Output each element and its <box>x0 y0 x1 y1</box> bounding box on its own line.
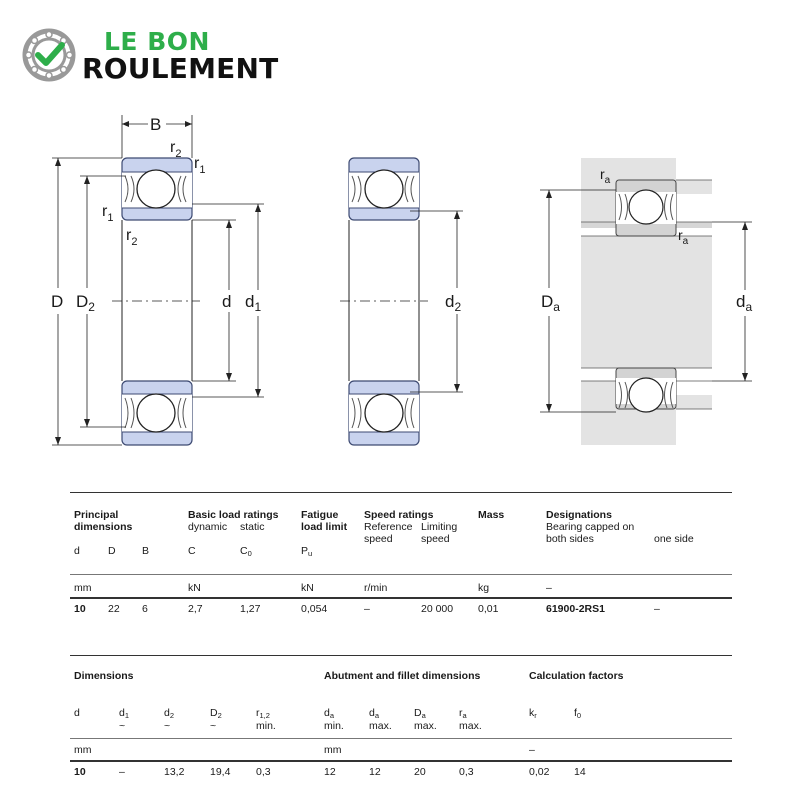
sym2-D2: D2 ~ <box>210 707 222 732</box>
hdr-bearing-capped: Bearing capped on <box>546 521 635 533</box>
svg-text:r1: $r_1$ <box>194 155 206 176</box>
hdr-speed-ref: speed <box>364 533 393 545</box>
table2-row-rule <box>70 760 732 762</box>
bearing-check-icon <box>22 28 78 84</box>
unit-kg: kg <box>478 582 490 594</box>
sym2-d1: d1 ~ <box>119 707 130 732</box>
hdr-speed-ratings: Speed ratings <box>364 509 434 521</box>
hdr-dimensions: dimensions <box>74 521 133 533</box>
designation-link: 61900-2RS1 <box>546 603 605 615</box>
hdr2-abutment: Abutment and fillet dimensions <box>324 670 481 682</box>
svg-text:ra: $r_a$ <box>600 166 611 186</box>
svg-text:da: $d_a$ <box>736 292 753 314</box>
bearing-drawing-mounting <box>540 158 752 445</box>
table1-top-rule <box>70 492 732 493</box>
hdr-basic-load: Basic load ratings <box>188 509 279 521</box>
sym2-d2: d2 ~ <box>164 707 175 732</box>
sym-d: d <box>74 545 80 557</box>
bearing-drawing <box>0 100 800 460</box>
table2-mid-rule <box>70 738 732 739</box>
svg-text:r2: $r_2$ <box>170 139 182 160</box>
unit-kn: kN <box>188 582 201 594</box>
svg-text:Da: $D_a$ <box>541 292 560 314</box>
unit-mm: mm <box>74 582 92 594</box>
hdr-principal: Principal <box>74 509 119 521</box>
hdr2-dimensions: Dimensions <box>74 670 134 682</box>
sym2-da-min: da min. <box>324 707 344 732</box>
sym-C0: C0 <box>240 545 252 558</box>
sym2-d: d <box>74 707 80 719</box>
unit-dash: – <box>546 582 552 594</box>
svg-text:ra: $r_a$ <box>678 227 689 247</box>
unit2-dash: – <box>529 744 535 756</box>
hdr-mass: Mass <box>478 509 505 521</box>
hdr-limiting: Limiting <box>421 521 458 533</box>
hdr-static: static <box>240 521 265 533</box>
unit2-mm: mm <box>74 744 92 756</box>
svg-text:r2: $r_2$ <box>126 227 138 248</box>
label-B: B <box>150 115 162 134</box>
sym2-f0: f0 <box>574 707 582 720</box>
sym2-Da-max: Da max. <box>414 707 437 732</box>
hdr-designations: Designations <box>546 509 612 521</box>
label-D: D <box>51 292 64 311</box>
brand-logo <box>22 26 302 86</box>
unit-kn-pu: kN <box>301 582 314 594</box>
table2-top-rule <box>70 655 732 656</box>
table1-row-rule <box>70 597 732 599</box>
unit-rmin: r/min <box>364 582 388 594</box>
sym-Pu: Pu <box>301 545 313 558</box>
label-d: d <box>222 292 232 311</box>
hdr-dynamic: dynamic <box>188 521 228 533</box>
sym2-ra-max: ra max. <box>459 707 482 732</box>
hdr-fatigue: Fatigue <box>301 509 339 521</box>
brand-line1: LE BON <box>104 27 210 56</box>
svg-text:d1: $d_1$ <box>245 292 262 314</box>
sym-C: C <box>188 545 196 557</box>
hdr-one-side: one side <box>654 533 694 545</box>
hdr2-calc: Calculation factors <box>529 670 624 682</box>
sym-B: B <box>142 545 150 557</box>
unit2-mm-abut: mm <box>324 744 342 756</box>
sym2-kr: kr <box>529 707 537 720</box>
brand-line2: ROULEMENT <box>82 52 279 85</box>
bearing-drawing-dimensions <box>52 115 264 445</box>
sym-D: D <box>108 545 116 557</box>
sym2-da-max: da max. <box>369 707 392 732</box>
table1-mid-rule <box>70 574 732 575</box>
sym2-r12: r1,2 min. <box>256 707 276 732</box>
hdr-reference: Reference <box>364 521 413 533</box>
svg-text:d2: $d_2$ <box>445 292 462 314</box>
hdr-load-limit: load limit <box>301 521 348 533</box>
svg-text:D2: $D_2$ <box>76 292 95 314</box>
hdr-both-sides: both sides <box>546 533 594 545</box>
svg-text:r1: $r_1$ <box>102 203 114 224</box>
hdr-speed-lim: speed <box>421 533 450 545</box>
